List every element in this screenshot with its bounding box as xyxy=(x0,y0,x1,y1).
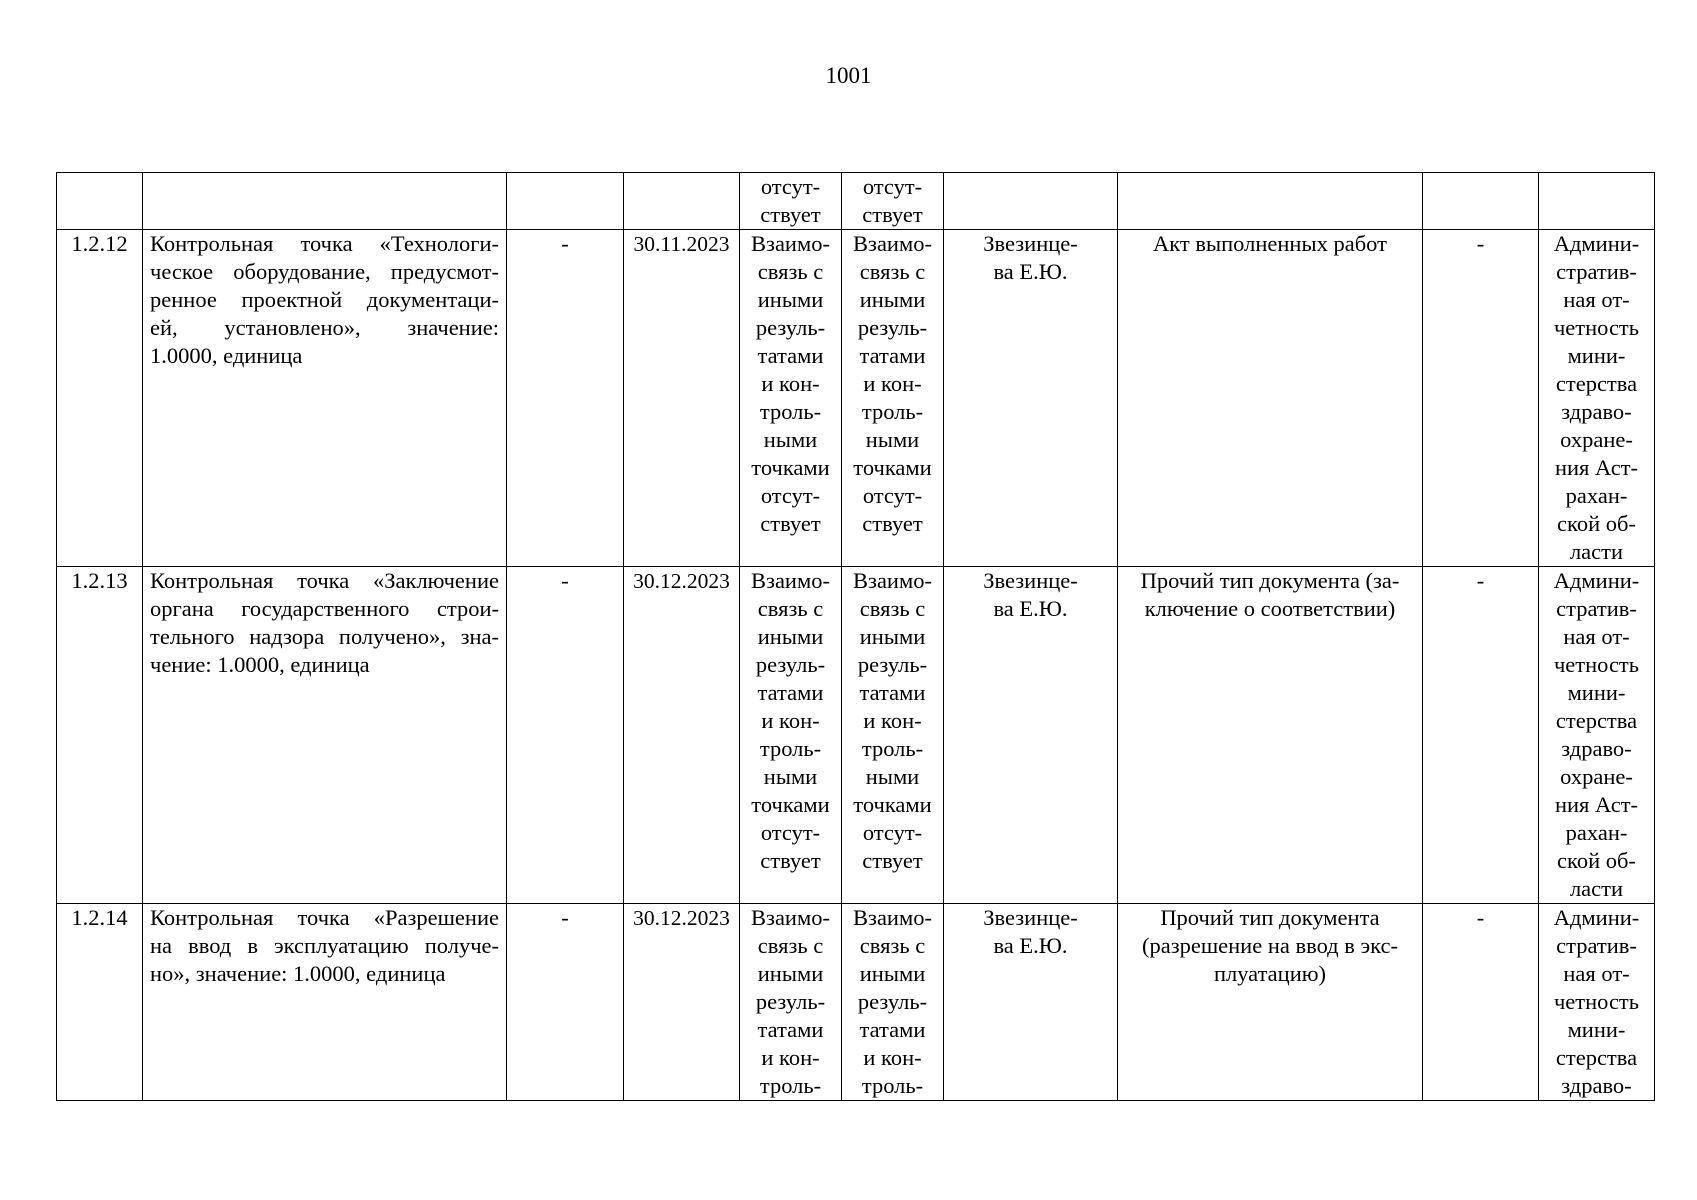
cell-date xyxy=(624,567,740,904)
cell-line: Звезинце- xyxy=(983,231,1078,256)
cell-line: троль- xyxy=(861,399,924,424)
cell-line: троль- xyxy=(861,736,924,761)
cell-line: ей, установлено», значение: xyxy=(150,315,499,340)
cell-relation-previous xyxy=(740,173,842,230)
cell-line: иными xyxy=(757,287,824,312)
cell-line: ная от- xyxy=(1563,961,1630,986)
cell-line: ния Аст- xyxy=(1554,792,1639,817)
cell-line: и кон- xyxy=(863,1045,922,1070)
cell-line: ствует xyxy=(760,848,821,873)
cell-col9 xyxy=(1423,173,1539,230)
cell-line: ва Е.Ю. xyxy=(993,596,1068,621)
cell-line: стратив- xyxy=(1556,596,1637,621)
cell-date xyxy=(624,904,740,1101)
cell-line: иными xyxy=(859,624,926,649)
cell-line: отсут- xyxy=(862,174,923,199)
cell-line: Админи- xyxy=(1553,568,1640,593)
cell-relation-previous xyxy=(740,904,842,1101)
cell-line: Взаимо- xyxy=(751,905,830,930)
cell-line: связь с xyxy=(859,259,926,284)
cell-line: иными xyxy=(859,961,926,986)
cell-number xyxy=(57,567,143,904)
cell-line: мини- xyxy=(1567,343,1626,368)
cell-line: мини- xyxy=(1567,680,1626,705)
control-points-table xyxy=(56,172,1655,1101)
cell-line: связь с xyxy=(859,933,926,958)
cell-line: 1.0000, единица xyxy=(150,343,303,368)
cell-line: рахан- xyxy=(1565,483,1628,508)
cell-text: - xyxy=(561,568,569,593)
cell-line: ными xyxy=(865,764,920,789)
cell-text: 1.2.12 xyxy=(71,231,128,256)
cell-line: здраво- xyxy=(1561,1073,1632,1098)
cell-name xyxy=(143,230,507,567)
cell-text: - xyxy=(561,231,569,256)
cell-text: 1.2.14 xyxy=(71,905,128,930)
cell-line: Прочий тип документа xyxy=(1160,905,1380,930)
cell-line: точками xyxy=(853,455,932,480)
cell-line: на ввод в эксплуатацию получе- xyxy=(150,933,499,958)
cell-info-system xyxy=(1539,173,1655,230)
cell-number xyxy=(57,173,143,230)
cell-relation-next xyxy=(842,173,944,230)
cell-line: ской об- xyxy=(1557,511,1636,536)
cell-name xyxy=(143,904,507,1101)
cell-line: ключение о соответствии) xyxy=(1144,596,1396,621)
cell-line: Взаимо- xyxy=(853,231,932,256)
cell-info-system xyxy=(1539,567,1655,904)
cell-relation-next xyxy=(842,904,944,1101)
cell-line: и кон- xyxy=(863,708,922,733)
cell-line: органа государственного строи- xyxy=(150,596,499,621)
cell-date xyxy=(624,173,740,230)
table-row xyxy=(57,567,1655,904)
cell-line: троль- xyxy=(759,1073,822,1098)
cell-responsible xyxy=(944,230,1118,567)
cell-relation-previous xyxy=(740,567,842,904)
cell-line: резуль- xyxy=(755,989,826,1014)
cell-line: ная от- xyxy=(1563,287,1630,312)
cell-line: плуатацию) xyxy=(1213,961,1327,986)
cell-line: Акт выполненных работ xyxy=(1153,231,1387,256)
cell-line: точками xyxy=(751,455,830,480)
cell-line: татами xyxy=(757,1017,824,1042)
cell-base-value xyxy=(507,567,624,904)
cell-line: Контрольная точка «Технологи- xyxy=(150,231,499,256)
cell-line: стерства xyxy=(1555,371,1638,396)
cell-line: и кон- xyxy=(761,1045,820,1070)
cell-line: резуль- xyxy=(857,652,928,677)
cell-line: и кон- xyxy=(761,708,820,733)
cell-responsible xyxy=(944,173,1118,230)
cell-line: резуль- xyxy=(857,315,928,340)
cell-line: Звезинце- xyxy=(983,905,1078,930)
cell-line: Админи- xyxy=(1553,231,1640,256)
cell-line: отсут- xyxy=(760,820,821,845)
cell-line: рахан- xyxy=(1565,820,1628,845)
cell-line: отсут- xyxy=(760,174,821,199)
page-number: 1001 xyxy=(825,63,872,88)
cell-line: ными xyxy=(763,427,818,452)
cell-col9 xyxy=(1423,567,1539,904)
cell-info-system xyxy=(1539,230,1655,567)
cell-base-value xyxy=(507,230,624,567)
cell-name xyxy=(143,567,507,904)
cell-document xyxy=(1118,567,1423,904)
cell-line: ва Е.Ю. xyxy=(993,259,1068,284)
cell-text: 1.2.13 xyxy=(71,568,128,593)
cell-line: связь с xyxy=(757,259,824,284)
cell-line: ствует xyxy=(760,202,821,227)
cell-responsible xyxy=(944,567,1118,904)
cell-line: ствует xyxy=(760,511,821,536)
cell-line: ласти xyxy=(1569,539,1624,564)
cell-date xyxy=(624,230,740,567)
cell-line: четность xyxy=(1553,989,1640,1014)
cell-relation-next xyxy=(842,567,944,904)
cell-line: татами xyxy=(859,680,926,705)
cell-line: но», значение: 1.0000, единица xyxy=(150,961,446,986)
cell-line: ствует xyxy=(862,511,923,536)
cell-line: Взаимо- xyxy=(751,568,830,593)
cell-relation-next xyxy=(842,230,944,567)
cell-line: охране- xyxy=(1560,427,1633,452)
cell-text: 30.11.2023 xyxy=(633,232,730,256)
cell-line: ная от- xyxy=(1563,624,1630,649)
cell-line: ствует xyxy=(862,848,923,873)
cell-line: татами xyxy=(859,343,926,368)
cell-document xyxy=(1118,230,1423,567)
cell-line: татами xyxy=(757,343,824,368)
cell-line: чение: 1.0000, единица xyxy=(150,652,370,677)
cell-line: татами xyxy=(757,680,824,705)
cell-text: - xyxy=(561,905,569,930)
cell-line: татами xyxy=(859,1017,926,1042)
cell-line: четность xyxy=(1553,315,1640,340)
cell-text: - xyxy=(1476,568,1485,593)
cell-line: иными xyxy=(859,287,926,312)
cell-line: резуль- xyxy=(857,989,928,1014)
cell-line: Взаимо- xyxy=(853,905,932,930)
cell-line: стерства xyxy=(1555,708,1638,733)
table-row-continuation xyxy=(57,173,1655,230)
cell-document xyxy=(1118,904,1423,1101)
cell-line: связь с xyxy=(757,933,824,958)
cell-line: стратив- xyxy=(1556,933,1637,958)
cell-line: и кон- xyxy=(761,371,820,396)
cell-info-system xyxy=(1539,904,1655,1101)
cell-number xyxy=(57,230,143,567)
cell-base-value xyxy=(507,173,624,230)
cell-line: стратив- xyxy=(1556,259,1637,284)
cell-line: отсут- xyxy=(760,483,821,508)
cell-line: ными xyxy=(865,427,920,452)
cell-col9 xyxy=(1423,230,1539,567)
table-row xyxy=(57,904,1655,1101)
cell-number xyxy=(57,904,143,1101)
cell-line: ния Аст- xyxy=(1554,455,1639,480)
cell-text: 30.12.2023 xyxy=(633,569,730,593)
table-row xyxy=(57,230,1655,567)
cell-line: здраво- xyxy=(1561,736,1632,761)
cell-line: Контрольная точка «Разрешение xyxy=(150,905,499,930)
cell-line: троль- xyxy=(861,1073,924,1098)
cell-line: троль- xyxy=(759,736,822,761)
cell-line: Админи- xyxy=(1553,905,1640,930)
cell-line: точками xyxy=(853,792,932,817)
cell-line: Контрольная точка «Заключение xyxy=(150,568,499,593)
cell-col9 xyxy=(1423,904,1539,1101)
cell-text: - xyxy=(1476,905,1485,930)
cell-line: троль- xyxy=(759,399,822,424)
cell-line: четность xyxy=(1553,652,1640,677)
cell-line: точками xyxy=(751,792,830,817)
cell-line: охране- xyxy=(1560,764,1633,789)
cell-line: стерства xyxy=(1555,1045,1638,1070)
cell-line: ствует xyxy=(862,202,923,227)
cell-line: резуль- xyxy=(755,315,826,340)
cell-line: Взаимо- xyxy=(751,231,830,256)
cell-responsible xyxy=(944,904,1118,1101)
cell-text: - xyxy=(1476,231,1485,256)
cell-text: 30.12.2023 xyxy=(633,906,730,930)
cell-line: Звезинце- xyxy=(983,568,1078,593)
cell-line: ренное проектной документаци- xyxy=(150,287,499,312)
cell-line: связь с xyxy=(859,596,926,621)
cell-name xyxy=(143,173,507,230)
cell-line: тельного надзора получено», зна- xyxy=(150,624,499,649)
cell-line: и кон- xyxy=(863,371,922,396)
cell-line: связь с xyxy=(757,596,824,621)
cell-line: ва Е.Ю. xyxy=(993,933,1068,958)
cell-line: ласти xyxy=(1569,876,1624,901)
cell-line: резуль- xyxy=(755,652,826,677)
cell-line: ными xyxy=(763,764,818,789)
cell-base-value xyxy=(507,904,624,1101)
cell-line: Прочий тип документа (за- xyxy=(1140,568,1400,593)
cell-line: иными xyxy=(757,961,824,986)
cell-document xyxy=(1118,173,1423,230)
cell-line: здраво- xyxy=(1561,399,1632,424)
cell-line: ческое оборудование, предусмот- xyxy=(150,259,499,284)
cell-line: отсут- xyxy=(862,483,923,508)
cell-line: мини- xyxy=(1567,1017,1626,1042)
cell-line: (разрешение на ввод в экс- xyxy=(1141,933,1399,958)
cell-line: иными xyxy=(757,624,824,649)
cell-line: отсут- xyxy=(862,820,923,845)
cell-relation-previous xyxy=(740,230,842,567)
cell-line: Взаимо- xyxy=(853,568,932,593)
cell-line: ской об- xyxy=(1557,848,1636,873)
